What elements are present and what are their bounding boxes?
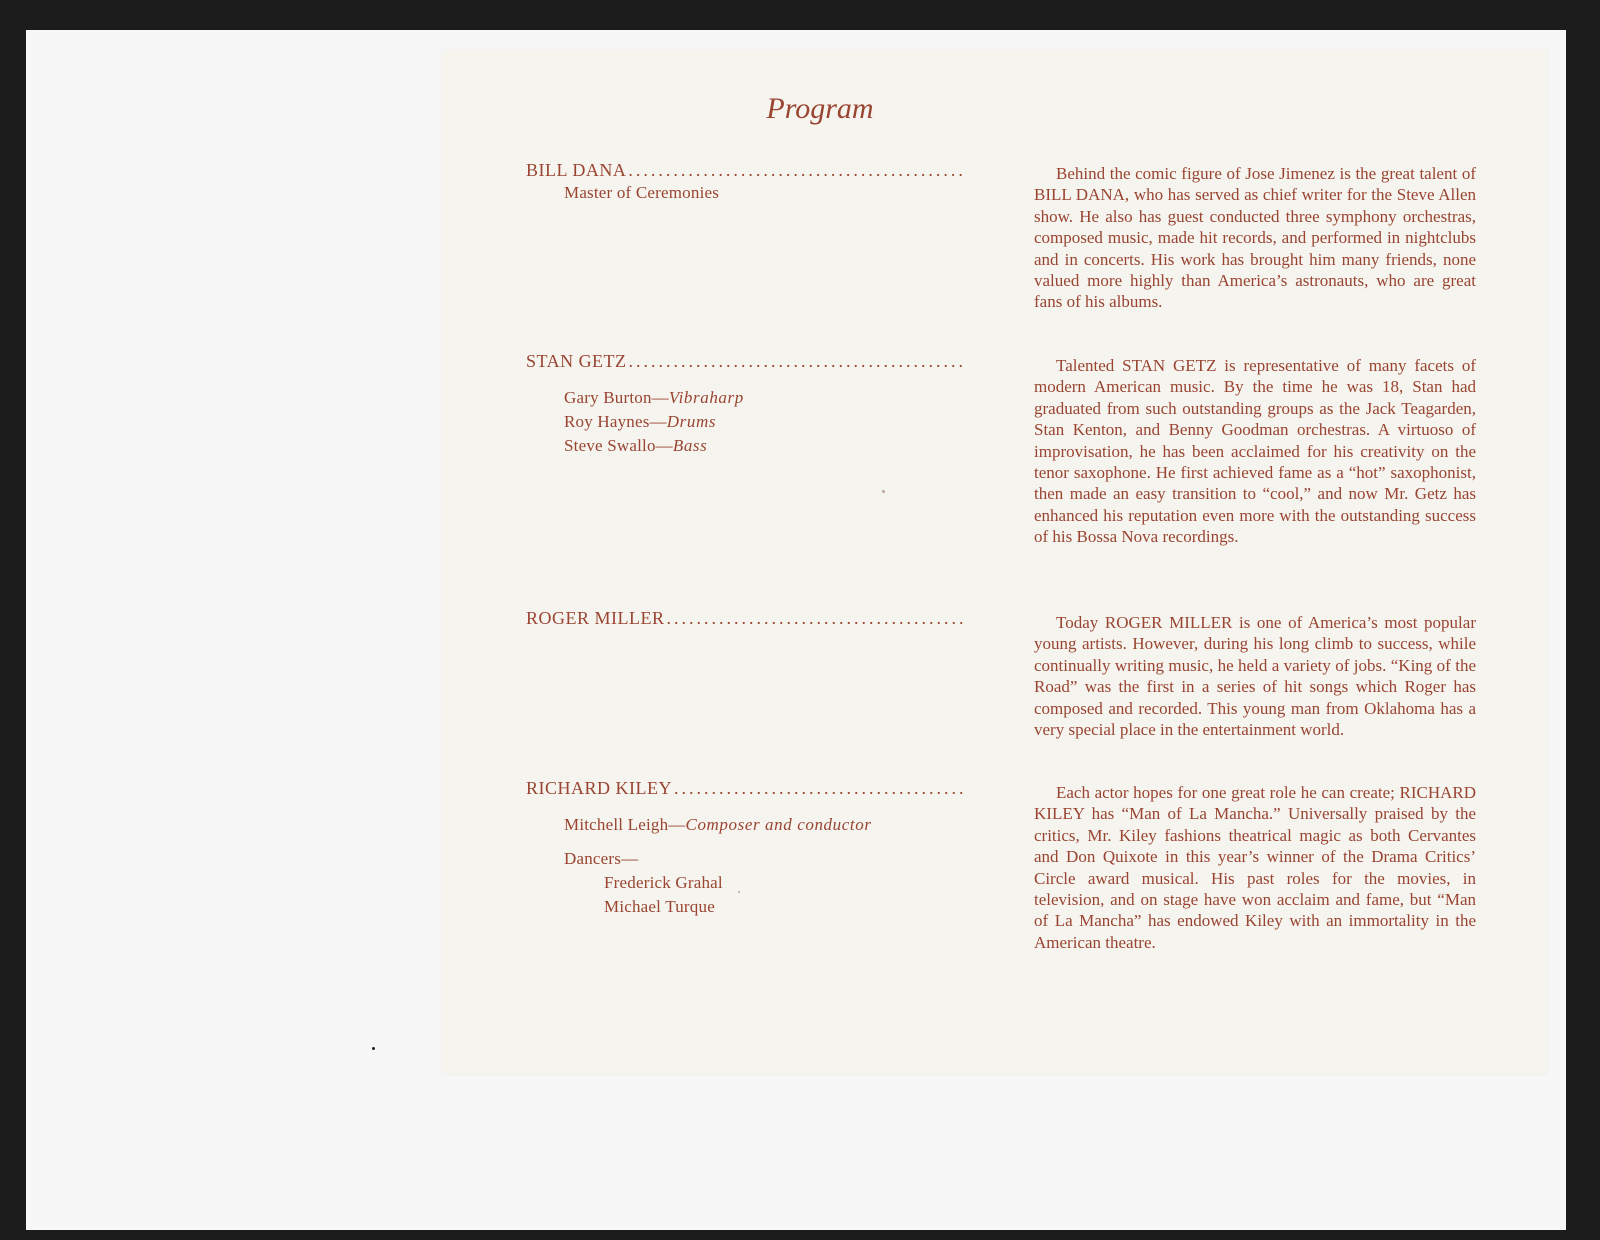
member-instrument: Drums	[666, 412, 717, 431]
performer-name: ROGER MILLER	[526, 608, 665, 628]
bio-richard-kiley: Each actor hopes for one great role he can create; RICHARD KILEY has “Man of La Mancha.” Universally praised by the critics, Mr. Kiley fashions theatrical magic as both Cervantes and Don Quixote in this year’s winner of the Drama Critics’ Circle award musical. His past roles for the movies, in television, and on stage have won acclaim and fame, but “Man of La Mancha” has endowed Kiley with an immortality in the American theatre.	[1034, 783, 1476, 952]
dot-leader	[667, 608, 967, 629]
performer-line	[526, 778, 966, 799]
performer-richard-kiley	[526, 778, 966, 919]
dot-leader	[674, 778, 966, 799]
member-name: Steve Swallo—	[564, 436, 673, 455]
composer-name: Mitchell Leigh—	[564, 815, 686, 834]
page-title: Program	[766, 92, 874, 125]
bio-bill-dana: Behind the comic figure of Jose Jimenez is the great talent of BILL DANA, who has served as chief writer for the Steve Allen show. He also has guest conducted three symphony orchestras, composed music, made hit records, and performed in nightclubs and in concerts. His work has brought him many friends, none valued more highly than America’s astronauts, who are great fans of his albums.	[1034, 164, 1476, 312]
performer-roger-miller	[526, 608, 966, 629]
performer-line	[526, 351, 966, 372]
performer-stan-getz	[526, 351, 966, 458]
dancer-name: Michael Turque	[604, 897, 715, 916]
member-instrument: Bass	[672, 436, 708, 455]
dancers-label: Dancers—	[564, 849, 639, 868]
member-name: Roy Haynes—	[564, 412, 667, 431]
bio-stan-getz: Talented STAN GETZ is representative of many facets of modern American music. By the time he was 18, Stan had graduated from such outstanding groups as the Jack Teagarden, Stan Kenton, and Benny Goodman orchestras. A virtuoso of improvisation, he has been acclaimed for his creativity on the tenor saxophone. He first achieved fame as a “hot” saxophonist, then made an easy transition to “cool,” and now Mr. Getz has enhanced his reputation even more with the outstanding success of his Bossa Nova recordings.	[1034, 356, 1476, 547]
dot-leader	[628, 160, 966, 181]
mount-speck	[372, 1047, 375, 1050]
band-member	[564, 386, 966, 410]
program-sheet	[442, 50, 1548, 1074]
paper-speck	[738, 891, 740, 893]
performer-name: STAN GETZ	[526, 351, 627, 371]
performer-name: BILL DANA	[526, 160, 627, 180]
bio-roger-miller: Today ROGER MILLER is one of America’s most popular young artists. However, during his long climb to success, while continually writing music, he held a variety of jobs. “King of the Road” was the first in a series of hit songs which Roger has composed and recorded. This young man from Oklahoma has a very special place in the entertainment world.	[1034, 613, 1476, 740]
composer-credit	[564, 813, 966, 837]
performer-line	[526, 608, 966, 629]
member-name: Gary Burton—	[564, 388, 669, 407]
band-member	[564, 410, 966, 434]
performer-role: Master of Ceremonies	[564, 183, 720, 202]
member-instrument: Vibraharp	[668, 388, 744, 407]
performer-line	[526, 160, 966, 181]
composer-role: Composer and conductor	[685, 815, 872, 834]
dot-leader	[629, 351, 966, 372]
performer-name: RICHARD KILEY	[526, 778, 672, 798]
dancer-name: Frederick Grahal	[604, 873, 723, 892]
performer-bill-dana	[526, 160, 966, 205]
band-member	[564, 434, 966, 458]
paper-speck	[882, 490, 885, 493]
